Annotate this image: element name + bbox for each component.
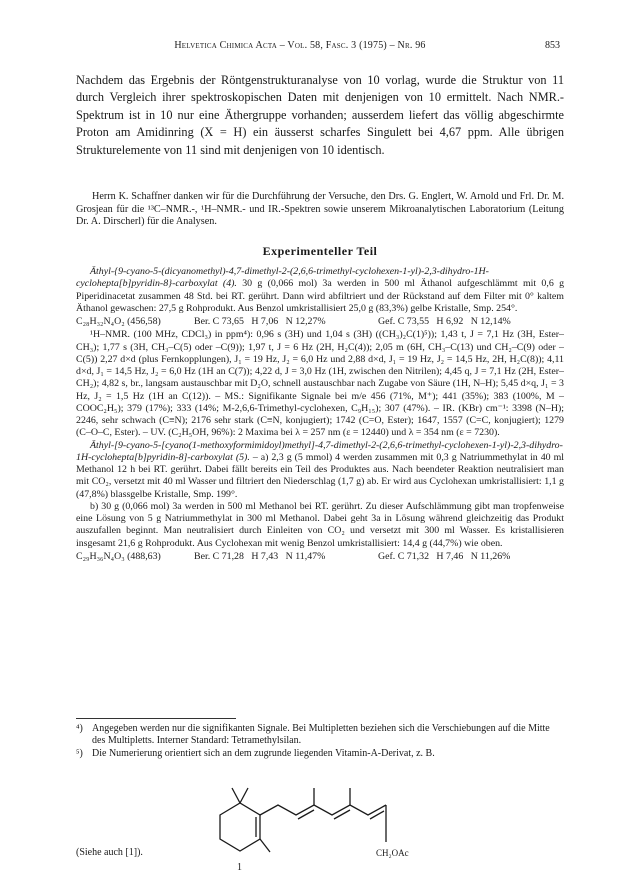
- ring-methyl: [260, 839, 270, 852]
- experimental-section: [76, 266, 564, 564]
- compound-5-part-a: – a) 2,3 g (5 mmol) 4 werden zusammen mit 0,3 g Natriummethylat in 40 ml Methanol 12 h bei RT. gerührt. Dabei fällt bereits ein Teil des Produktes aus. Nach beendeter Reaktion neutralisiert man mit CO₂, versetzt mit 40 ml Wasser und filtriert den Niederschlag (1,7 g) ab. Er wird aus Cyclohexan umkristallisiert: 1,1 g (47,8%) blassgelbe Kristalle, Smp. 199°.: [76, 451, 564, 500]
- compound-5-formula: C₂₉H₃₆N₄O₃ (488,63): [76, 550, 161, 562]
- vitamin-a-structure-diagram: [190, 770, 430, 885]
- compound-4-formula: C₂₈H₃₂N₄O₂ (456,58): [76, 316, 161, 327]
- footnote-4-text: Angegeben werden nur die signifikanten Signale. Bei Multipletten beziehen sich die Verschiebungen auf die Mitte des Multipletts. Interner Standard: Tetramethylsilan.: [92, 723, 550, 747]
- gem-methyl-1: [232, 788, 240, 803]
- polyene-chain: [260, 805, 386, 815]
- section-heading: Experimenteller Teil: [262, 244, 378, 258]
- journal-citation: Helvetica Chimica Acta – Vol. 58, Fasc. 3 (1975) – Nr. 96: [174, 40, 426, 51]
- footnote-5: [76, 748, 564, 760]
- compound-5-found: Gef. C 71,32 H 7,46 N 11,26%: [378, 550, 511, 562]
- compound-4-analysis: [76, 316, 564, 328]
- running-header: [80, 40, 560, 54]
- footnote-4: [76, 723, 564, 748]
- compound-5-part-b: b) 30 g (0,066 mol) 3a werden in 500 ml Methanol bei RT. gerührt. Zu dieser Aufschlämmung gibt man tropfenweise eine Lösung von 5 g Natriummethylat in 300 ml Methanol. Dabei geht 3a in Lösung während gleichzeitig das Produkt auszufallen beginnt. Man neutralisiert durch Einleiten von CO₂ und versetzt mit 300 ml Wasser. Es kristallisieren insgesamt 21,6 g Rohprodukt. Aus Cyclohexan mit wenig Benzol umkristallisiert: 14,4 g (44,7%) wie oben.: [76, 500, 564, 549]
- intro-paragraph: Nachdem das Ergebnis der Röntgenstrukturanalyse von 10 vorlag, wurde die Struktur von 11 durch Vergleich ihrer spektroskopischen Daten mit denjenigen von 10 ermittelt. Nach NMR.-Spektrum ist in 10 nur eine Äthergruppe vorhanden; ausserdem liefert das völlig abgeschirmte Proton am Amidinring (X = H) ein äusserst scharfes Singulett bei 4,67 ppm. Alle übrigen Strukturelemente von 11 sind mit denjenigen von 10 identisch.: [76, 73, 564, 157]
- compound-4-calculated: Ber. C 73,65 H 7,06 N 12,27%: [194, 316, 326, 327]
- compound-4-title: Äthyl-{9-cyano-5-(dicyanomethyl)-4,7-dimethyl-2-(2,6,6-trimethyl-cyclohexen-1-yl)-2,3-dihydro-1H-cyclohepta[b]pyridin-8}-carboxylat (4).: [76, 266, 489, 290]
- compound-5-paragraph: [76, 440, 564, 501]
- ch2oac-label: CH₂OAc: [376, 848, 409, 858]
- footnote-rule: [76, 718, 236, 719]
- acknowledgements: Herrn K. Schaffner danken wir für die Durchführung der Versuche, den Drs. G. Englert, W. Arnold und Frl. Dr. M. Grosjean für die ¹³C–NMR.-, ¹H–NMR.- und IR.-Spektren sowie unserem Mikroanalytischen Laboratorium (Leitung Dr. A. Dirscherl) für die Analysen.: [76, 191, 564, 228]
- footnote-5-text: Die Numerierung orientiert sich an dem zugrunde liegenden Vitamin-A-Derivat, z. B.: [92, 747, 435, 759]
- chain-double-bond-1: [298, 810, 314, 819]
- footnote-5-mark: ⁵): [76, 747, 83, 759]
- footnotes: [76, 718, 564, 760]
- page-number: 853: [545, 40, 560, 51]
- compound-5-analysis: [76, 551, 564, 563]
- compound-4-spectra: ¹H–NMR. (100 MHz, CDCl₃) in ppm⁴): 0,96 s (3H) und 1,04 s (3H) ((CH₃)₂C(1)⁵)); 1,43 t, J = 7,1 Hz (3H, Ester–CH₃); 1,77 s (3H, CH₃–C(5) oder –C(9)); 1,97 t, J = 6 Hz (2H, H₂C(4)); 2,05 m (6H, CH₃–C(13) und CH₂–C(9) oder –C(5)) 2,27 d×d (plus Fernkopplungen), J₁ = 19 Hz, J₂ = 6,0 Hz und 2,88 d×d, J₁ = 19 Hz, J₂ = 14,5 Hz, 2H, H₂C(8)); 4,11 d×d, J₁ = 14,5 Hz, J₂ = 6,0 Hz (1H an C(7)); 4,22 d, J = 3,0 Hz (1H, zwischen den Nitrilen); 4,45 q, J = 7,1 Hz (2H, Ester–CH₂); 4,82 s, br., langsam austauschbar mit D₂O, schnell austauschbar nach Zugabe von Säure (1H, N–H); 5,45 d×q, J₁ = 3 Hz, J₂ = 1,5 Hz (1H an C(12)). – MS.: Signifikante Signale bei m/e 456 (71%, M⁺); 441 (35%); 383 (100%, M – COOC₂H₅); 379 (17%); 333 (14%; M-2,6,6-Trimethyl-cyclohexen, C₉H₁₅); 307 (47%). – IR. (KBr) cm⁻¹: 3398 (N–H); 2246, sehr schwach (C≡N); 2176 sehr stark (C≡N, konjugiert); 1742 (C=O, Ester); 1647, 1557 (C=C, konjugiert); 1279 (C–O–C, Ester). – UV. (C₂H₅OH, 96%): 2 Maxima bei λ = 257 nm (ε = 12440) und λ = 354 nm (ε = 7230).: [76, 329, 564, 439]
- cyclohexene-ring: [220, 803, 260, 851]
- footnote-4-mark: ⁴): [76, 723, 83, 734]
- gem-methyl-2: [240, 788, 248, 803]
- chain-double-bond-2: [334, 810, 350, 819]
- compound-4-found: Gef. C 73,55 H 6,92 N 12,14%: [378, 316, 511, 327]
- structure-bonds: [220, 788, 386, 852]
- compound-5-calculated: Ber. C 71,28 H 7,43 N 11,47%: [194, 550, 326, 562]
- compound-4-procedure: 30 g (0,066 mol) 3a werden in 500 ml Äthanol aufgeschlämmt mit 0,6 g Piperidinacetat zusammen 48 Std. bei RT. gerührt. Dann wird abfiltriert und der Rückstand auf dem Filter mit 0° kaltem Äthanol gewaschen: 27,5 g Rohprodukt. Aus Benzol umkristallisiert 25,0 g (83,3%) gelbe Kristalle, Smp. 254°.: [76, 278, 565, 314]
- compound-4-paragraph: [76, 266, 564, 315]
- ring-position-label: 1: [237, 862, 242, 873]
- compound-5-title: Äthyl-[9-cyano-5-[cyano(1-methoxyformimidoyl)methyl]-4,7-dimethyl-2-(2,6,6-trimethyl-cyclohexen-1-yl)-2,3-dihydro-1H-cyclohepta[b]pyridin-8]-carboxylat (5).: [76, 439, 563, 463]
- see-also-note: (Siehe auch [1]).: [76, 847, 143, 858]
